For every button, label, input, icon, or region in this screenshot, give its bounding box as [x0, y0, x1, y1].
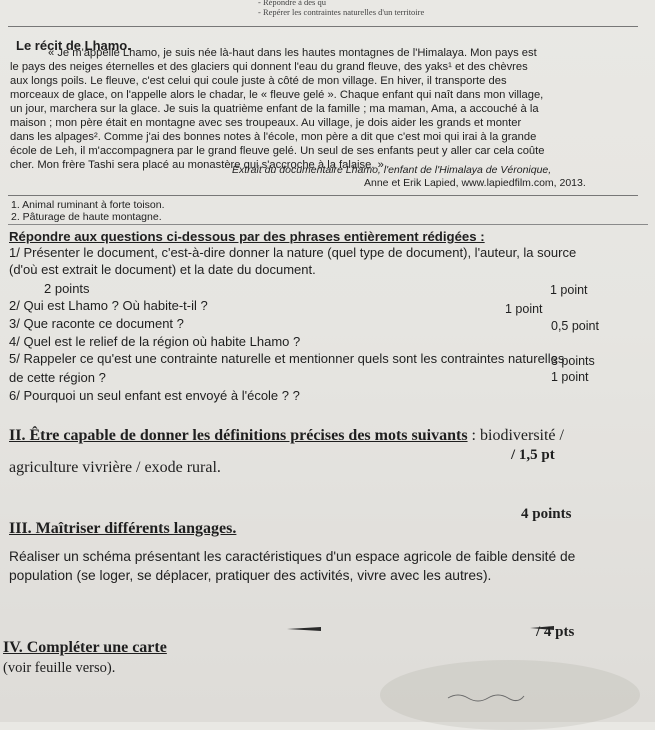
section3-points: 4 points: [521, 506, 572, 522]
section3-line-1: Réaliser un schéma présentant les caractéristiques d'un espace agricole de faible densité de: [9, 549, 576, 564]
section4-heading: IV. Compléter une carte: [3, 639, 167, 656]
question-5-line-1: 5/ Rappeler ce qu'est une contrainte naturelle et mentionner quels sont les contraintes naturelles: [9, 351, 565, 366]
section3-line-2: population (se loger, se déplacer, pratiquer des activités, vivre avec les autres).: [9, 568, 492, 583]
question-6: 6/ Pourquoi un seul enfant est envoyé à l'école ? ?: [9, 388, 300, 403]
reading-source-2: Anne et Erik Lapied, www.lapiedfilm.com, 2013.: [364, 177, 586, 189]
pen-mark: [285, 624, 325, 634]
section2-heading-line: [9, 427, 564, 445]
footnote-divider: [8, 224, 648, 225]
question-5-points: 3 points: [551, 354, 595, 368]
section2-line-2: agriculture vivrière / exode rural.: [9, 459, 221, 476]
section2-points: / 1,5 pt: [511, 447, 555, 463]
reading-line: cher. Mon frère Tashi sera placé au monastère qui s'accroche à la falaise. »: [10, 159, 384, 171]
reading-line: dans les alpages². Comme j'ai des bonnes notes à l'école, mon père a dit que c'est moi qui irai à la grande: [10, 131, 537, 143]
section1-heading: Répondre aux questions ci-dessous par des phrases entièrement rédigées :: [9, 229, 485, 244]
question-3: 3/ Que raconte ce document ?: [9, 316, 184, 331]
question-6-points: 1 point: [551, 370, 589, 384]
question-1-line-2: (d'où est extrait le document) et la date du document.: [9, 262, 316, 277]
section4-note: (voir feuille verso).: [3, 660, 116, 676]
reading-title: Le récit de Lhamo.: [16, 38, 131, 53]
question-4-points: 0,5 point: [551, 319, 599, 333]
question-3-points: 1 point: [505, 302, 543, 316]
footnote: 1. Animal ruminant à forte toison.: [11, 199, 165, 211]
reading-line: aux longs poils. Le fleuve, c'est celui qui coule juste à côté de mon village. En hiver, il transporte des: [10, 75, 507, 87]
header-line-1: - Répondre à des qu: [258, 0, 326, 7]
question-2: 2/ Qui est Lhamo ? Où habite-t-il ?: [9, 298, 208, 313]
reading-line: école de Leh, il m'accompagnera par le grand fleuve gelé. Un seul de ses enfants peut y aller car cela coûte: [10, 145, 545, 157]
reading-line: maison ; mon père était en montagne avec ses troupeaux. Au village, je dois aider les grands et monter: [10, 117, 522, 129]
reading-line: un jour, marchera sur la glace. Je suis la quatrième enfant de la famille ; ma maman, Ama, a accouché à la: [10, 103, 539, 115]
section2-heading: II. Être capable de donner les définitions précises des mots suivants: [9, 427, 468, 444]
question-1-line-1: 1/ Présenter le document, c'est-à-dire donner la nature (quel type de document), l'auteur, la source: [9, 245, 577, 260]
reading-line: morceaux de glace, on l'appelle alors le chadar, le « fleuve gelé ». Chaque enfant qui naît dans mon village,: [10, 89, 544, 101]
section2-terms: : biodiversité /: [467, 427, 564, 444]
header-line-2: - Repérer les contraintes naturelles d'un territoire: [258, 7, 425, 17]
scribble-mark: [446, 688, 526, 708]
section3-heading: III. Maîtriser différents langages.: [9, 520, 237, 537]
question-2-points: 1 point: [550, 283, 588, 297]
question-5-line-2: de cette région ?: [9, 370, 106, 385]
section4-points: / 4 pts: [536, 624, 575, 640]
reading-line: le pays des neiges éternelles et des glaciers qui donnent l'eau du grand fleuve, des yaks¹ et des chèvres: [10, 61, 528, 73]
reading-line: « Je m'appelle Lhamo, je suis née là-haut dans les hautes montagnes de l'Himalaya. Mon pays est: [48, 47, 537, 59]
footnote: 2. Pâturage de haute montagne.: [11, 211, 162, 223]
question-1-points: 2 points: [44, 281, 90, 296]
reading-source-1: Extrait du documentaire Lhamo, l'enfant de l'Himalaya de Véronique,: [232, 164, 552, 176]
question-4: 4/ Quel est le relief de la région où habite Lhamo ?: [9, 334, 301, 349]
